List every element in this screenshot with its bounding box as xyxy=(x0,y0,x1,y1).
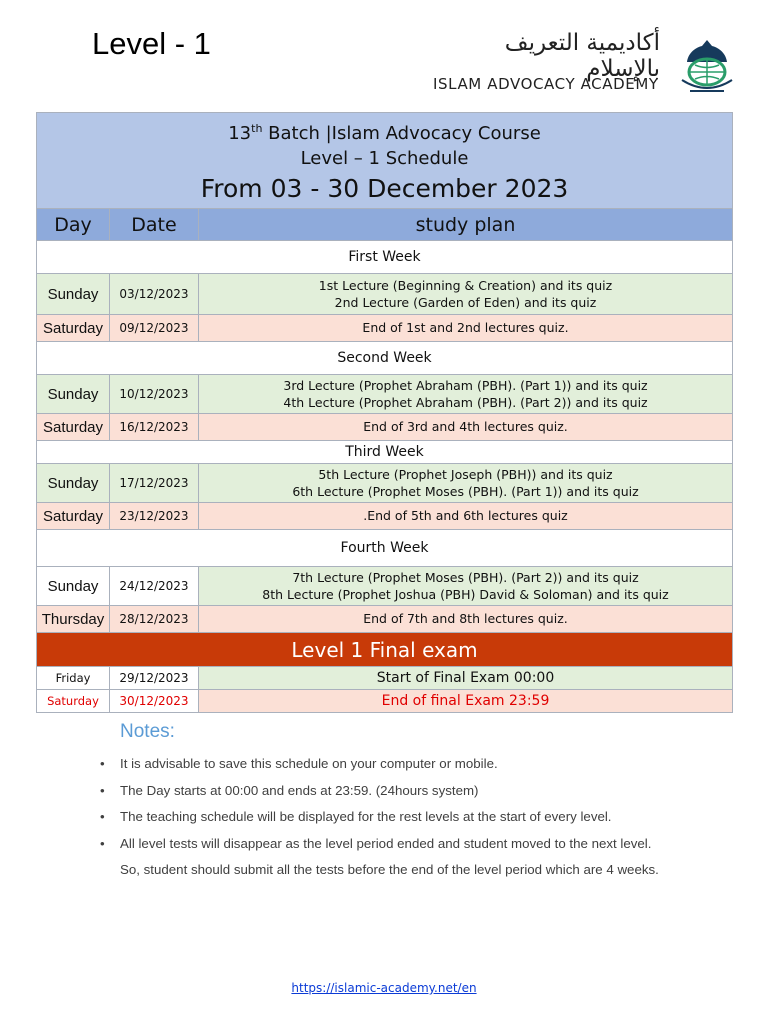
col-header-date: Date xyxy=(110,209,199,241)
week-title: Third Week xyxy=(37,441,733,464)
exam-row xyxy=(37,690,733,713)
batch-title: 13th Batch |Islam Advocacy Course xyxy=(228,122,541,144)
day-cell: Saturday xyxy=(37,414,110,441)
exam-text-cell: Start of Final Exam 00:00 xyxy=(199,667,733,690)
week-title-row xyxy=(37,441,733,464)
date-range: From 03 - 30 December 2023 xyxy=(200,174,569,203)
col-header-plan: study plan xyxy=(199,209,733,241)
plan-cell xyxy=(199,464,733,503)
academy-website-link[interactable]: https://islamic-academy.net/en xyxy=(291,981,477,995)
bullet-icon: • xyxy=(100,835,105,851)
table-row xyxy=(37,274,733,315)
table-row xyxy=(37,567,733,606)
exam-date-cell: 30/12/2023 xyxy=(110,690,199,713)
date-cell: 09/12/2023 xyxy=(110,315,199,342)
bullet-icon: • xyxy=(100,809,105,824)
exam-date-cell: 29/12/2023 xyxy=(110,667,199,690)
exam-text-cell: End of final Exam 23:59 xyxy=(199,690,733,713)
schedule-subtitle: Level – 1 Schedule xyxy=(300,148,469,169)
table-row xyxy=(37,414,733,441)
plan-cell xyxy=(199,375,733,414)
table-row xyxy=(37,315,733,342)
note-item: • It is advisable to save this schedule on your computer or mobile. xyxy=(100,756,498,771)
plan-line: 2nd Lecture (Garden of Eden) and its quiz xyxy=(334,295,597,310)
plan-line: 3rd Lecture (Prophet Abraham (PBH). (Part 1)) and its quiz xyxy=(283,377,648,393)
notes-title: Notes: xyxy=(120,721,175,742)
level-title: Level - 1 xyxy=(92,26,211,61)
day-cell: Saturday xyxy=(37,503,110,530)
day-cell: Sunday xyxy=(37,375,110,414)
plan-line: End of 1st and 2nd lectures quiz. xyxy=(362,320,569,336)
table-row xyxy=(37,606,733,633)
table-row xyxy=(37,375,733,414)
week-title-row xyxy=(37,241,733,274)
plan-cell xyxy=(199,274,733,315)
academy-name: ISLAM ADVOCACY ACADEMY xyxy=(433,75,659,93)
exam-row xyxy=(37,667,733,690)
date-cell: 28/12/2023 xyxy=(110,606,199,633)
bullet-icon: • xyxy=(100,756,105,771)
date-cell: 17/12/2023 xyxy=(110,464,199,503)
week-title: Fourth Week xyxy=(37,530,733,567)
note-continuation: So, student should submit all the tests before the end of the level period which are 4 weeks. xyxy=(120,861,659,877)
globe-dome-logo-icon xyxy=(676,36,738,98)
plan-cell xyxy=(199,315,733,342)
date-cell: 03/12/2023 xyxy=(110,274,199,315)
plan-line: 8th Lecture (Prophet Joshua (PBH) David & Soloman) and its quiz xyxy=(262,587,669,602)
day-cell: Saturday xyxy=(37,315,110,342)
table-row xyxy=(37,503,733,530)
table-row xyxy=(37,464,733,503)
schedule-header xyxy=(37,113,733,209)
exam-day-cell: Friday xyxy=(37,667,110,690)
note-item: • The teaching schedule will be displayed for the rest levels at the start of every level. xyxy=(100,809,612,824)
academy-arabic-name: أكاديمية التعريف بالإسلام xyxy=(504,30,660,82)
plan-line: End of 7th and 8th lectures quiz. xyxy=(363,611,568,627)
date-cell: 23/12/2023 xyxy=(110,503,199,530)
week-title: Second Week xyxy=(37,342,733,375)
day-cell: Thursday xyxy=(37,606,110,633)
plan-line: 4th Lecture (Prophet Abraham (PBH). (Part 2)) and its quiz xyxy=(283,395,648,410)
notes-list xyxy=(100,756,720,888)
col-header-day: Day xyxy=(37,209,110,241)
plan-cell xyxy=(199,414,733,441)
column-header-row xyxy=(37,209,733,241)
schedule-table xyxy=(36,112,733,713)
bullet-icon: • xyxy=(100,782,105,798)
plan-line: 6th Lecture (Prophet Moses (PBH). (Part 1)) and its quiz xyxy=(292,484,639,499)
plan-line: 7th Lecture (Prophet Moses (PBH). (Part 2)) and its quiz xyxy=(292,569,639,585)
week-title-row xyxy=(37,530,733,567)
day-cell: Sunday xyxy=(37,274,110,315)
plan-cell xyxy=(199,606,733,633)
note-item: • The Day starts at 00:00 and ends at 23:59. (24hours system) xyxy=(100,782,479,798)
plan-line: End of 3rd and 4th lectures quiz. xyxy=(363,419,568,435)
plan-cell xyxy=(199,503,733,530)
plan-line: 5th Lecture (Prophet Joseph (PBH)) and its quiz xyxy=(318,466,613,482)
day-cell: Sunday xyxy=(37,464,110,503)
day-cell: Sunday xyxy=(37,567,110,606)
final-exam-banner: Level 1 Final exam xyxy=(37,633,733,667)
plan-line: 1st Lecture (Beginning & Creation) and its quiz xyxy=(318,277,613,293)
exam-day-cell: Saturday xyxy=(37,690,110,713)
date-cell: 24/12/2023 xyxy=(110,567,199,606)
date-cell: 10/12/2023 xyxy=(110,375,199,414)
week-title: First Week xyxy=(37,241,733,274)
plan-cell xyxy=(199,567,733,606)
date-cell: 16/12/2023 xyxy=(110,414,199,441)
note-item: • All level tests will disappear as the level period ended and student moved to the next level. So, student should submit all the tests before the end of the level period which are 4 weeks. xyxy=(100,836,720,878)
plan-line: .End of 5th and 6th lectures quiz xyxy=(363,508,568,524)
week-title-row xyxy=(37,342,733,375)
final-exam-banner-row xyxy=(37,633,733,667)
